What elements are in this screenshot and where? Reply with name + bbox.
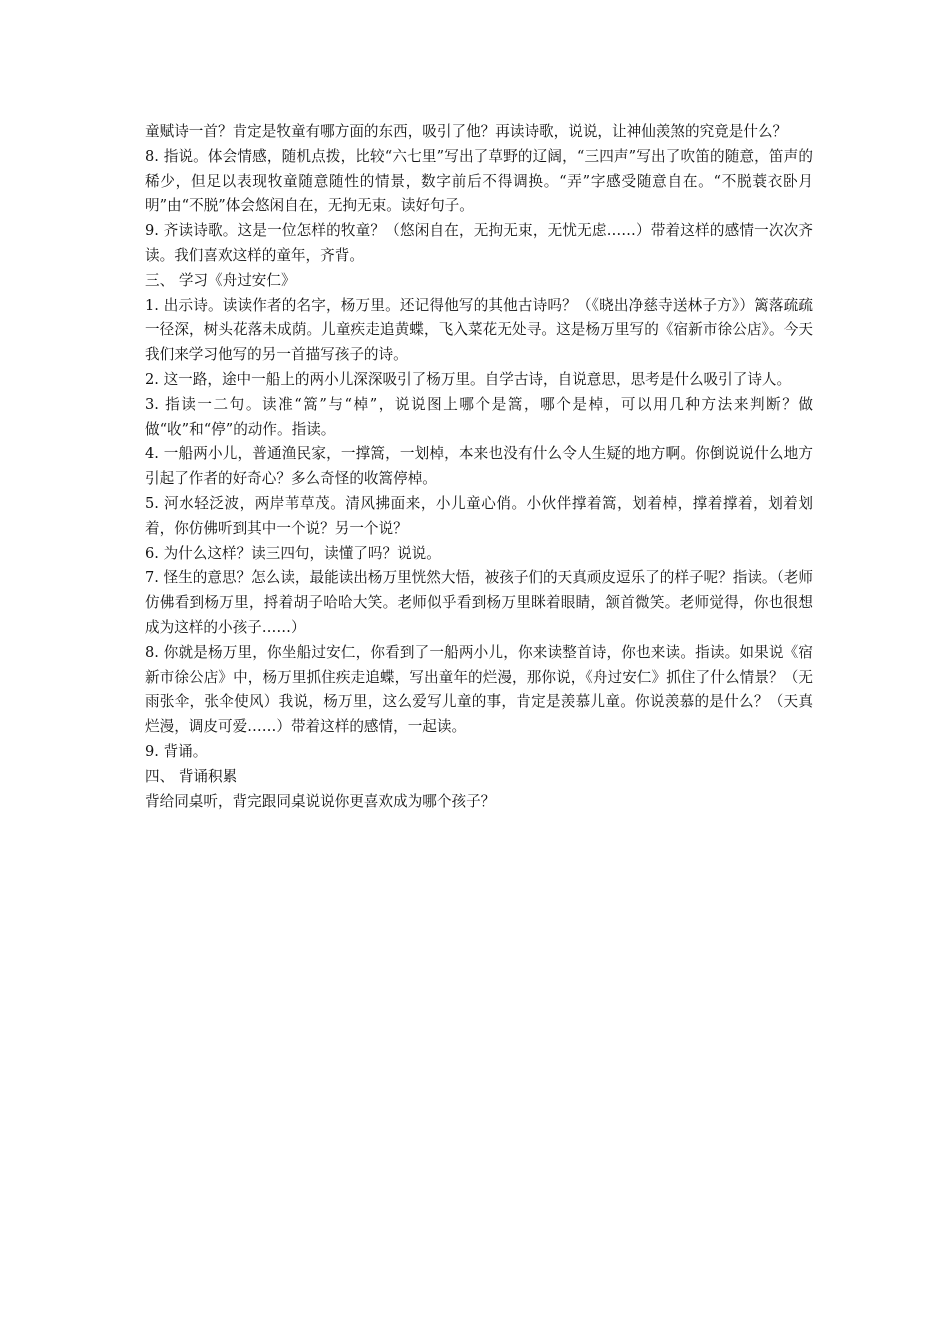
paragraph-step-8-roleplay: 8. 你就是杨万里，你坐船过安仁，你看到了一船两小儿，你来读整首诗，你也来读。指读。如果说《宿新市徐公店》中，杨万里抓住疾走追蝶，写出童年的烂漫，那你说，《舟过安仁》抓住了什么情景？（无雨张伞，张伞使风）我说，杨万里，这么爱写儿童的事，肯定是羡慕儿童。你说羡慕的是什么？（天真烂漫，调皮可爱……）带着这样的感情，一起读。 xyxy=(145,643,813,736)
paragraph-step-8-pointing-reading: 8. 指说。体会情感，随机点拨，比较“六七里”写出了草野的辽阔，“三四声”写出了吹笛的随意，笛声的稀少，但足以表现牧童随意随性的情景，数字前后不得调换。“弄”字感受随意自在。“不脱蓑衣卧月明”由“不脱”体会悠闲自在，无拘无束。读好句子。 xyxy=(145,147,813,215)
paragraph-recite-to-partner: 背给同桌听，背完跟同桌说说你更喜欢成为哪个孩子？ xyxy=(145,792,496,810)
paragraph-step-6-why: 6. 为什么这样？读三四句，读懂了吗？说说。 xyxy=(145,544,441,562)
paragraph-continuation: 童赋诗一首？肯定是牧童有哪方面的东西，吸引了他？再读诗歌，说说，让神仙羡煞的究竟是什么？ xyxy=(145,123,788,140)
section-heading-4: 四、 背诵积累 xyxy=(145,767,238,785)
paragraph-step-2-self-study: 2. 这一路，途中一船上的两小儿深深吸引了杨万里。自学古诗，自说意思，思考是什么吸引了诗人。 xyxy=(145,370,792,388)
document-body xyxy=(145,120,813,814)
paragraph-step-9-group-reading: 9. 齐读诗歌。这是一位怎样的牧童？（悠闲自在，无拘无束，无忧无虑……）带着这样的感情一次次齐读。我们喜欢这样的童年，齐背。 xyxy=(145,222,813,264)
paragraph-step-7-meaning: 7. 怪生的意思？怎么读，最能读出杨万里恍然大悟，被孩子们的天真顽皮逗乐了的样子呢？指读。（老师仿佛看到杨万里，捋着胡子哈哈大笑。老师似乎看到杨万里眯着眼睛，颔首微笑。老师觉得，你也很想成为这样的小孩子……） xyxy=(145,569,813,636)
paragraph-step-1-show-poem: 1. 出示诗。读读作者的名字，杨万里。还记得他写的其他古诗吗？（《晓出净慈寺送林子方》）篱落疏疏一径深，树头花落未成荫。儿童疾走追黄蝶，飞入菜花无处寻。这是杨万里写的《宿新市徐公店》。今天我们来学习他写的另一首描写孩子的诗。 xyxy=(145,296,813,364)
paragraph-step-4-curiosity: 4. 一船两小儿，普通渔民家，一撑篙，一划棹，本来也没有什么令人生疑的地方啊。你倒说说什么地方引起了作者的好奇心？多么奇怪的收篙停棹。 xyxy=(145,445,813,488)
paragraph-step-5-imagine: 5. 河水轻泛波，两岸苇草茂。清风拂面来，小儿童心俏。小伙伴撑着篙，划着棹，撑着撑着，划着划着，你仿佛听到其中一个说？另一个说？ xyxy=(145,494,813,537)
paragraph-step-3-read-lines: 3. 指读一二句。读准“篙”与“棹”，说说图上哪个是篙，哪个是棹，可以用几种方法来判断？做做“收”和“停”的动作。指读。 xyxy=(145,395,813,438)
paragraph-step-9-recite: 9. 背诵。 xyxy=(145,742,208,760)
section-heading-3: 三、 学习《舟过安仁》 xyxy=(145,271,296,289)
